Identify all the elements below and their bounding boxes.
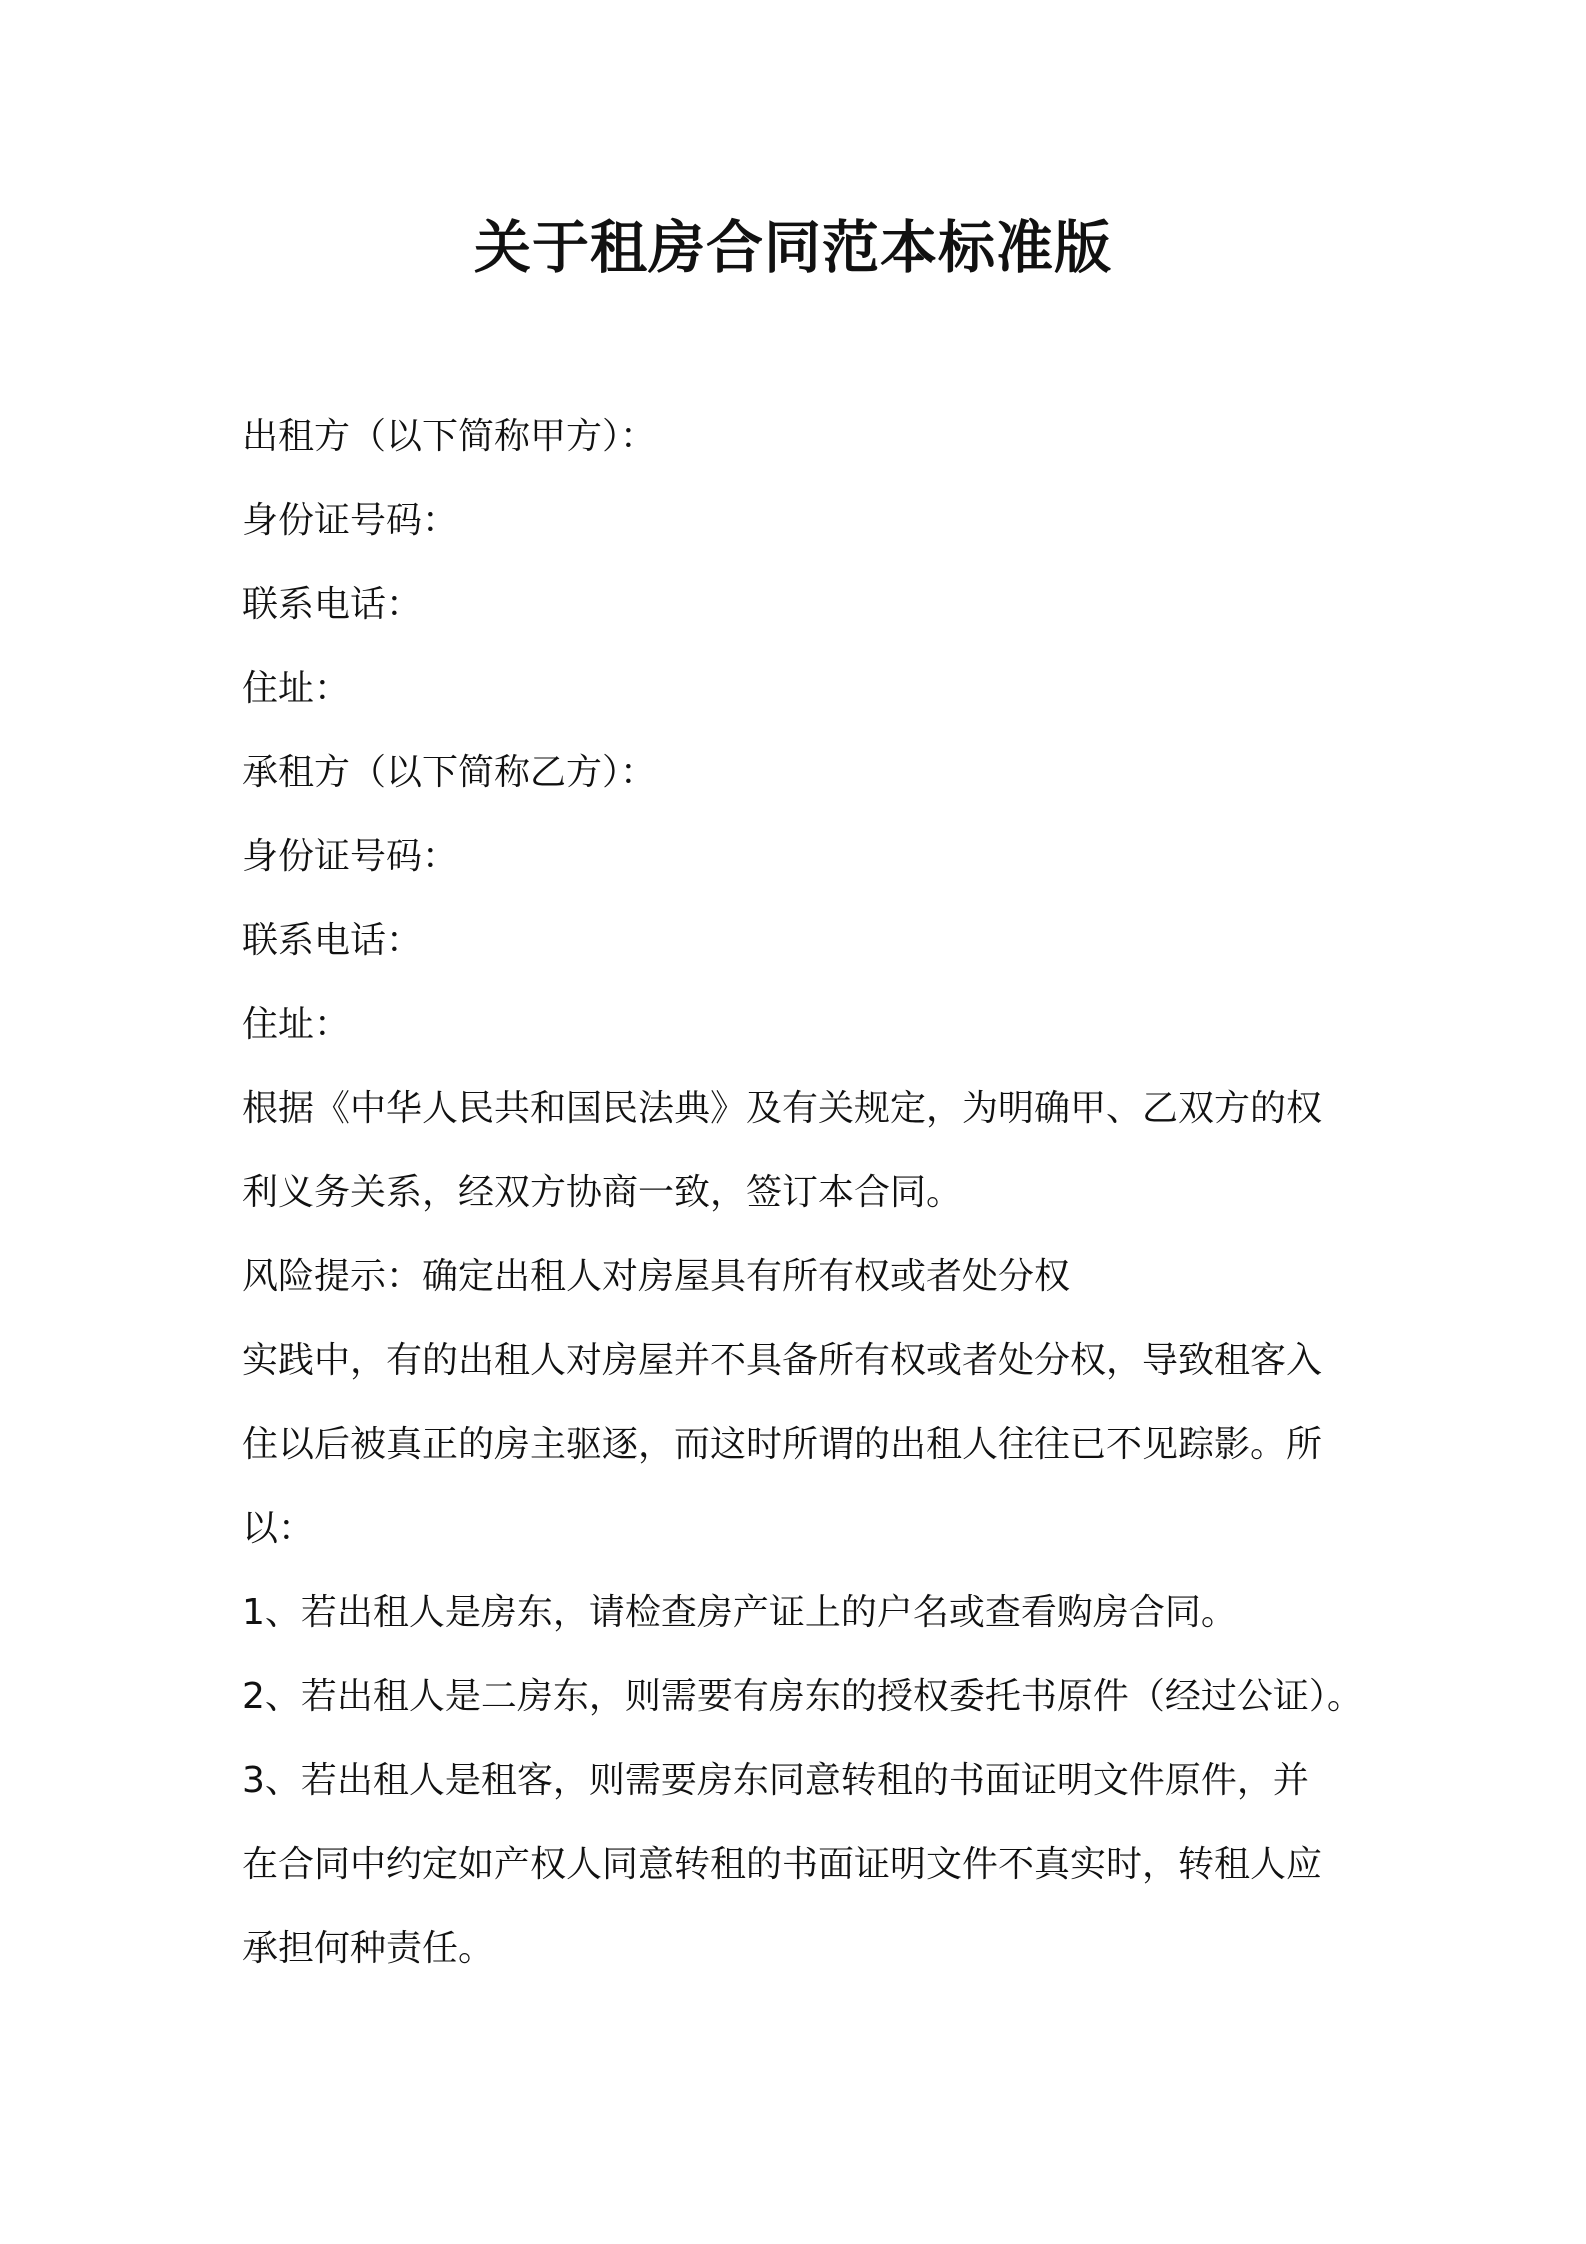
risk-paragraph-line: 实践中，有的出租人对房屋并不具备所有权或者处分权，导致租客入 xyxy=(242,1340,1323,1381)
risk-heading: 风险提示：确定出租人对房屋具有所有权或者处分权 xyxy=(242,1256,1071,1297)
list-item: 承担何种责任。 xyxy=(242,1928,495,1969)
list-item: 在合同中约定如产权人同意转租的书面证明文件不真实时，转租人应 xyxy=(242,1844,1323,1885)
list-item: 2、若出租人是二房东，则需要有房东的授权委托书原件（经过公证）。 xyxy=(242,1676,1363,1717)
list-item: 1、若出租人是房东，请检查房产证上的户名或查看购房合同。 xyxy=(242,1592,1237,1633)
lessor-phone-label: 联系电话： xyxy=(242,584,423,625)
lessee-id-label: 身份证号码： xyxy=(242,836,459,877)
lessee-phone-label: 联系电话： xyxy=(242,920,423,961)
lessor-label: 出租方（以下简称甲方）： xyxy=(242,416,657,457)
list-item: 3、若出租人是租客，则需要房东同意转租的书面证明文件原件，并 xyxy=(242,1760,1309,1801)
document-title: 关于租房合同范本标准版 xyxy=(474,215,1112,281)
lessor-address-label: 住址： xyxy=(242,668,351,709)
lessee-address-label: 住址： xyxy=(242,1004,351,1045)
risk-paragraph-line: 住以后被真正的房主驱逐，而这时所谓的出租人往往已不见踪影。所 xyxy=(242,1424,1323,1465)
lessee-label: 承租方（以下简称乙方）： xyxy=(242,752,657,793)
lessor-id-label: 身份证号码： xyxy=(242,500,459,541)
preamble-line: 根据《中华人民共和国民法典》及有关规定，为明确甲、乙双方的权 xyxy=(242,1088,1323,1129)
risk-paragraph-line: 以： xyxy=(242,1508,315,1549)
preamble-line: 利义务关系，经双方协商一致，签订本合同。 xyxy=(242,1172,963,1213)
